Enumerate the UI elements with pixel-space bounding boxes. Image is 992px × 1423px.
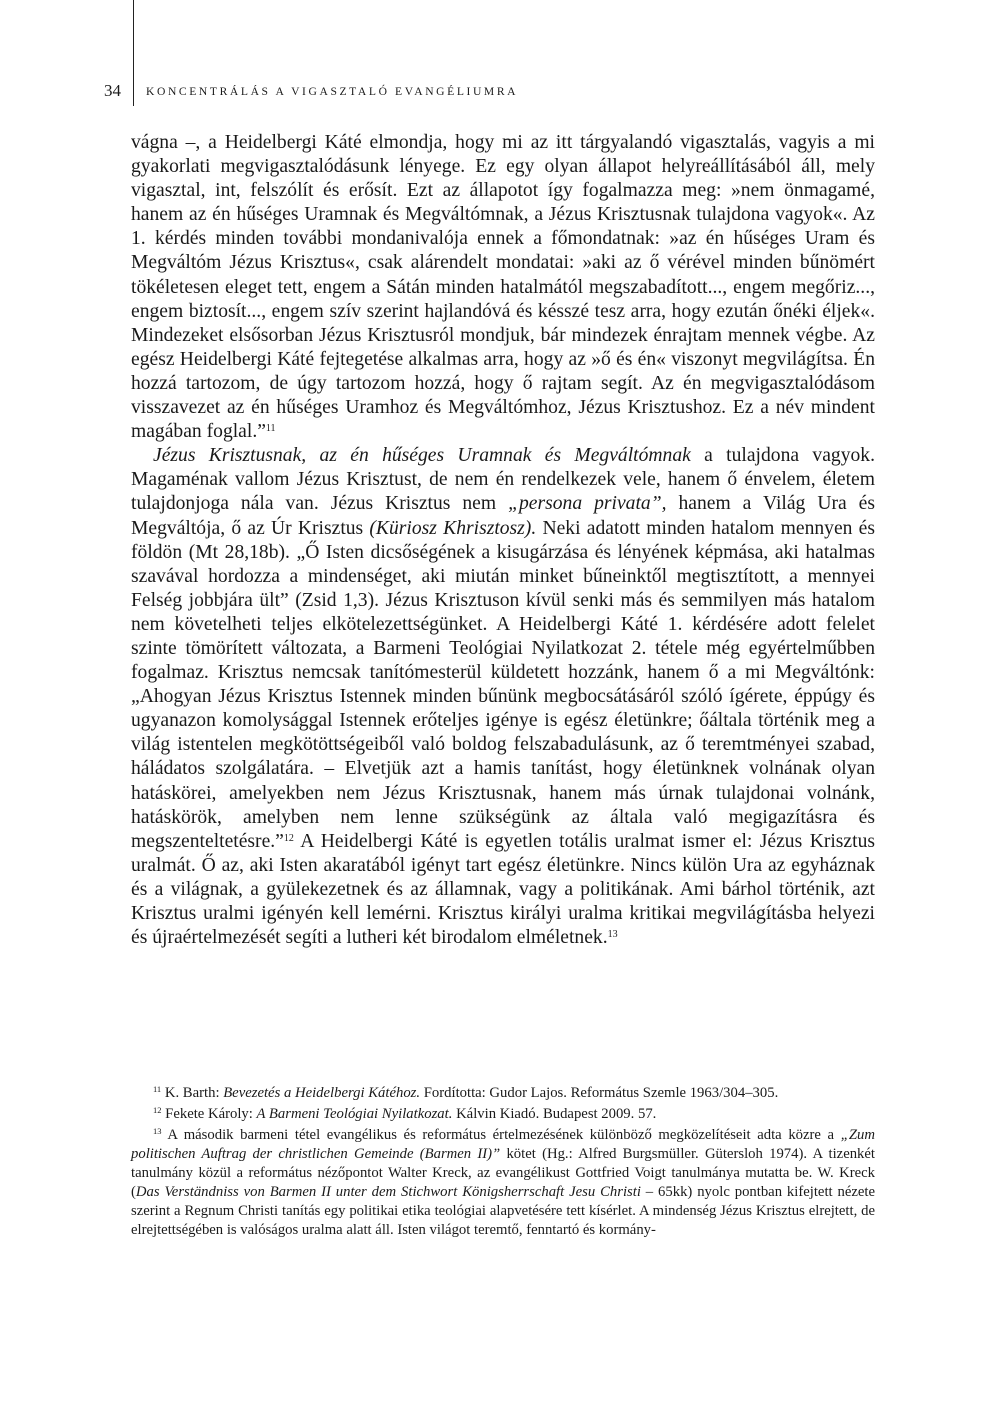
text-run: Kálvin Kiadó. Budapest 2009. 57. [452, 1106, 657, 1122]
body-paragraph [131, 444, 875, 950]
footnote-marker: 12 [283, 832, 294, 844]
italic-text: „Zum politischen Auftrag der christlichen Gemeinde (Barmen II)” [131, 1127, 875, 1162]
text-run: Fekete Károly: [161, 1106, 257, 1122]
footnote-marker: 12 [153, 1105, 162, 1115]
header-vertical-rule [133, 0, 134, 106]
footnote-marker: 13 [153, 1126, 162, 1136]
italic-text: Bevezetés a Heidelbergi Kátéhoz. [223, 1085, 421, 1101]
text-run: A második barmeni tétel evangélikus és református értelmezésének különböző megközelítéseit adta közre a [161, 1127, 841, 1143]
text-run: vágna –, a Heidelbergi Káté elmondja, hogy mi az itt tárgyalandó vigasztalás, vagyis a mi gyakorlati megvigasztalódásunk lényege. Ez egy olyan állapot helyreállításából áll, mely vigasztal, int, felszólít és erősít. Ezt az állapotot így fogalmazza meg: »nem önmagamé, hanem az én hűséges Uramnak és Megváltómnak, a Jézus Krisztusnak tulajdona vagyok«. Az 1. kérdés minden további mondanivalója ennek a főmondatnak: »az én hűséges Uram és Megváltóm Jézus Krisztus«, csak alárendelt mondatai: »aki az ő vérével minden bűnömért tökéletesen eleget tett, engem a Sátán minden hatalmától megszabadított..., engem megőriz..., engem biztosít..., engem szív szerint hajlandóvá és késszé tesz arra, hogy ezután őnéki éljek«. Mindezeket elsősorban Jézus Krisztusról mondjuk, bár mindezek énrajtam mennek végbe. Az egész Heidelbergi Káté fejtegetése alkalmas arra, hogy az »ő és én« viszonyt megvilágítsa. Én hozzá tartozom, de úgy tartozom hozzá, hogy ő rajtam segít. Az én megvigasztalódásom visszavezet az én hűséges Uramhoz és Megváltómhoz, Jézus Krisztushoz. Ez a név mindent magában foglal.” [131, 132, 875, 443]
italic-text: A Barmeni Teológiai Nyilatkozat. [256, 1106, 453, 1122]
footnote-marker: 11 [265, 423, 276, 435]
running-title: KONCENTRÁLÁS A VIGASZTALÓ EVANGÉLIUMRA [146, 85, 519, 98]
text-run: K. Barth: [161, 1085, 224, 1101]
italic-text: Das Verständniss von Barmen II unter dem Stichwort Königsherrschaft Jesu Christi [135, 1184, 641, 1200]
page-number: 34 [104, 81, 121, 100]
text-run: A Heidelbergi Káté is egyetlen totális uralmat ismer el: Jézus Krisztus uralmát. Ő az, aki Isten akaratából igényt tart egész életünkre. Nincs külön Ura az egyháznak és a világnak, a gyülekezetnek és az államnak, vagy a politikának. Ami bárhol történik, azt Krisztus uralmi igényén kell lemérni. Krisztus királyi uralma kritikai megvilágításba helyezi és újraértelmezését segíti a lutheri két birodalom elméletnek. [131, 830, 875, 949]
footnote-marker: 11 [153, 1084, 162, 1094]
italic-text: (Küriosz Khrisztosz). [369, 517, 537, 539]
main-text [131, 131, 875, 950]
footnote-13 [131, 1126, 875, 1240]
text-run: kötet (Hg.: Alfred Burgsmüller. Gütersloh 1974). A tizenkét tanulmány közül a református nézőpontot Walter Kreck, az evangélikust Gottfried Voigt tanulmánya mutatta be. W. Kreck ( [131, 1146, 875, 1200]
text-run: Fordította: Gudor Lajos. Református Szemle 1963/304–305. [420, 1085, 779, 1101]
footnote-marker: 13 [607, 929, 618, 941]
text-run: Neki adatott minden hatalom mennyen és földön (Mt 28,18b). „Ő Isten dicsőségének a kisugárzása és lényének képmása, aki hatalmas szavával hordozza a mindenséget, aki miután minket bűneinktől megtisztított, a mennyei Felség jobbjára ült” (Zsid 1,3). Jézus Krisztuson kívül senki más és semmilyen más hatalom nem követelheti teljes elkötelezettségünket. A Heidelbergi Káté 1. kérdésére adott felelet szinte tömörített változata, a Barmeni Teológiai Nyilatkozat 2. tétele még egyértelműbben fogalmaz. Krisztus nemcsak tanítómesterül küldetett hozzánk, hanem ő a mi Megváltónk: „Ahogyan Jézus Krisztus Istennek minden bűnünk megbocsátásáról szóló ígérete, éppúgy és ugyanazon komolysággal Istennek erőteljes igénye is egész életünkre; őáltala történik meg a világ istentelen megkötöttségeiből való boldog felszabadulásunk, az ő teremtményei szabad, háládatos szolgálatára. – Elvetjük azt a hamis tanítást, hogy életünknek volnának olyan hatáskörei, amelyekben nem Jézus Krisztusnak, hanem más úrnak tulajdonai volnánk, hatáskörök, amelyben nem lenne szükségünk az általa való megigazításra és megszenteltetésre.” [131, 517, 875, 852]
body-paragraph [131, 131, 875, 444]
footnote-11 [131, 1084, 875, 1103]
text-run: hanem a Világ Ura és Megváltója, ő az Úr Krisztus [131, 493, 875, 539]
text-run: – 65kk) nyolc pontban kifejtett nézete szerint a Regnum Christi tanítás egy politikai etika teológiai alapvetésére tett kísérlet. A mindenség Jézus Krisztus elrejtett, de elrejtettségében is valóságos uralma alatt áll. Isten világot teremtő, fenntartó és kormány- [131, 1184, 875, 1238]
italic-text: „persona privata”, [508, 493, 667, 515]
italic-text: Jézus Krisztusnak, az én hűséges Uramnak és Megváltómnak [153, 445, 691, 467]
footnote-12 [131, 1105, 875, 1124]
text-run: a tulajdona vagyok. Magaménak vallom Jézus Krisztust, de nem én rendelkezek vele, hanem ő énvelem, életem tulajdonjoga nála van. Jézus Krisztus nem [131, 445, 875, 515]
footnotes [131, 1084, 875, 1242]
